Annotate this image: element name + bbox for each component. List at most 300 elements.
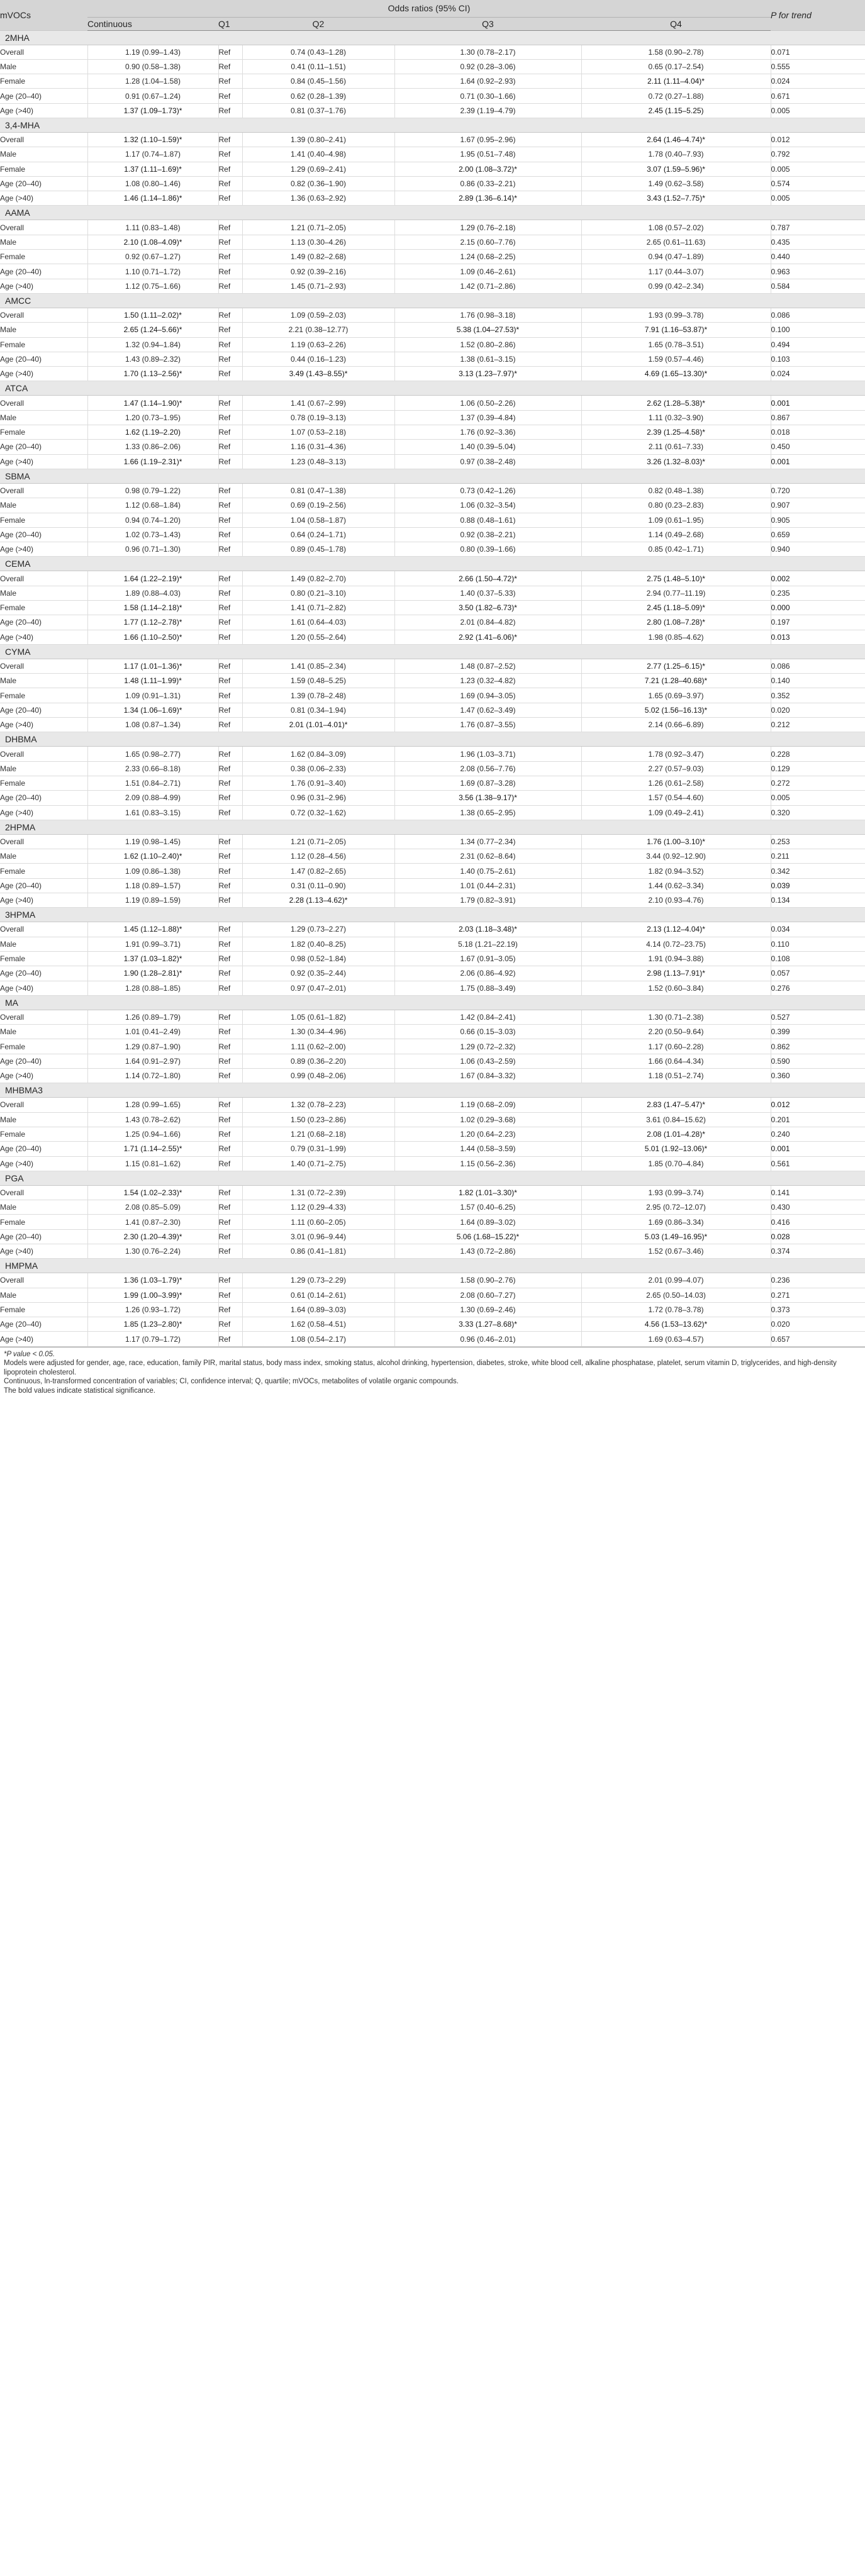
cell-q2: 1.62 (0.58–4.51) <box>242 1317 394 1332</box>
cell-subgroup: Overall <box>0 1098 87 1112</box>
cell-p-trend: 0.086 <box>771 308 865 322</box>
cell-subgroup: Age (>40) <box>0 103 87 118</box>
cell-q1: Ref <box>218 542 242 557</box>
cell-q1: Ref <box>218 1288 242 1302</box>
cell-q4: 2.77 (1.25–6.15)* <box>581 659 771 673</box>
cell-p-trend: 0.320 <box>771 805 865 820</box>
table-row <box>0 527 865 542</box>
cell-subgroup: Male <box>0 586 87 600</box>
table-row <box>0 454 865 469</box>
cell-subgroup: Age (>40) <box>0 1156 87 1171</box>
cell-q1: Ref <box>218 659 242 673</box>
table-row <box>0 103 865 118</box>
cell-q3: 1.95 (0.51–7.48) <box>394 147 581 162</box>
cell-subgroup: Male <box>0 1200 87 1215</box>
cell-p-trend: 0.005 <box>771 162 865 176</box>
cell-continuous: 0.90 (0.58–1.38) <box>87 59 218 74</box>
cell-q3: 2.15 (0.60–7.76) <box>394 235 581 249</box>
cell-q3: 1.69 (0.94–3.05) <box>394 688 581 703</box>
group-row <box>0 557 865 571</box>
header-q3: Q3 <box>394 17 581 30</box>
cell-subgroup: Female <box>0 162 87 176</box>
cell-q2: 1.49 (0.82–2.68) <box>242 250 394 264</box>
cell-q2: 0.72 (0.32–1.62) <box>242 805 394 820</box>
cell-subgroup: Overall <box>0 220 87 235</box>
cell-p-trend: 0.555 <box>771 59 865 74</box>
cell-continuous: 1.66 (1.19–2.31)* <box>87 454 218 469</box>
cell-subgroup: Age (>40) <box>0 718 87 732</box>
cell-continuous: 2.30 (1.20–4.39)* <box>87 1229 218 1244</box>
cell-q2: 1.41 (0.85–2.34) <box>242 659 394 673</box>
cell-q3: 3.33 (1.27–8.68)* <box>394 1317 581 1332</box>
table-row <box>0 1200 865 1215</box>
footnote-abbreviations: Continuous, ln-transformed concentration of variables; CI, confidence interval; Q, quartile; mVOCs, metabolites of volatile organic compounds. <box>4 1378 459 1386</box>
cell-continuous: 1.71 (1.14–2.55)* <box>87 1142 218 1156</box>
cell-continuous: 2.09 (0.88–4.99) <box>87 791 218 805</box>
cell-q2: 1.41 (0.71–2.82) <box>242 601 394 615</box>
cell-continuous: 0.98 (0.79–1.22) <box>87 483 218 498</box>
cell-continuous: 1.47 (1.14–1.90)* <box>87 396 218 410</box>
cell-q2: 2.21 (0.38–12.77) <box>242 323 394 337</box>
cell-p-trend: 0.240 <box>771 1127 865 1141</box>
cell-continuous: 0.94 (0.74–1.20) <box>87 513 218 527</box>
cell-subgroup: Overall <box>0 396 87 410</box>
cell-q2: 1.62 (0.84–3.09) <box>242 747 394 761</box>
cell-q3: 1.24 (0.68–2.25) <box>394 250 581 264</box>
cell-q4: 1.59 (0.57–4.46) <box>581 352 771 366</box>
header-q4: Q4 <box>581 17 771 30</box>
cell-p-trend: 0.940 <box>771 542 865 557</box>
cell-subgroup: Age (20–40) <box>0 615 87 630</box>
cell-p-trend: 0.590 <box>771 1054 865 1068</box>
cell-p-trend: 0.862 <box>771 1039 865 1054</box>
cell-subgroup: Female <box>0 1039 87 1054</box>
cell-q1: Ref <box>218 718 242 732</box>
table-row <box>0 761 865 776</box>
cell-q4: 1.69 (0.63–4.57) <box>581 1332 771 1346</box>
cell-q4: 0.94 (0.47–1.89) <box>581 250 771 264</box>
cell-p-trend: 0.197 <box>771 615 865 630</box>
cell-q1: Ref <box>218 1127 242 1141</box>
cell-q3: 1.75 (0.88–3.49) <box>394 981 581 995</box>
cell-q4: 3.43 (1.52–7.75)* <box>581 191 771 206</box>
cell-p-trend: 0.024 <box>771 74 865 89</box>
cell-q4: 2.39 (1.25–4.58)* <box>581 425 771 440</box>
cell-p-trend: 0.787 <box>771 220 865 235</box>
table-row <box>0 922 865 937</box>
cell-p-trend: 0.000 <box>771 601 865 615</box>
cell-q1: Ref <box>218 1039 242 1054</box>
cell-p-trend: 0.276 <box>771 981 865 995</box>
table-row <box>0 1025 865 1039</box>
cell-q2: 1.40 (0.71–2.75) <box>242 1156 394 1171</box>
cell-p-trend: 0.005 <box>771 191 865 206</box>
cell-q4: 2.62 (1.28–5.38)* <box>581 396 771 410</box>
cell-q1: Ref <box>218 425 242 440</box>
cell-q1: Ref <box>218 1112 242 1127</box>
cell-q2: 3.01 (0.96–9.44) <box>242 1229 394 1244</box>
cell-p-trend: 0.001 <box>771 1142 865 1156</box>
cell-continuous: 1.17 (1.01–1.36)* <box>87 659 218 673</box>
cell-q2: 0.89 (0.45–1.78) <box>242 542 394 557</box>
cell-q1: Ref <box>218 323 242 337</box>
table-row <box>0 601 865 615</box>
cell-q3: 0.92 (0.38–2.21) <box>394 527 581 542</box>
cell-q3: 1.96 (1.03–3.71) <box>394 747 581 761</box>
cell-q3: 1.01 (0.44–2.31) <box>394 878 581 893</box>
cell-q3: 1.47 (0.62–3.49) <box>394 703 581 717</box>
cell-continuous: 1.29 (0.87–1.90) <box>87 1039 218 1054</box>
cell-q2: 1.61 (0.64–4.03) <box>242 615 394 630</box>
cell-q2: 0.69 (0.19–2.56) <box>242 498 394 513</box>
cell-q1: Ref <box>218 308 242 322</box>
cell-continuous: 1.28 (1.04–1.58) <box>87 74 218 89</box>
cell-subgroup: Age (>40) <box>0 454 87 469</box>
table-row <box>0 981 865 995</box>
cell-continuous: 1.62 (1.19–2.20) <box>87 425 218 440</box>
cell-p-trend: 0.527 <box>771 1010 865 1024</box>
cell-q3: 1.06 (0.32–3.54) <box>394 498 581 513</box>
cell-p-trend: 0.005 <box>771 791 865 805</box>
cell-continuous: 1.19 (0.89–1.59) <box>87 893 218 908</box>
table-row <box>0 937 865 951</box>
cell-q3: 1.20 (0.64–2.23) <box>394 1127 581 1141</box>
footnote-significance: *P value < 0.05. <box>4 1350 55 1358</box>
cell-subgroup: Age (>40) <box>0 1069 87 1083</box>
table-row <box>0 132 865 147</box>
cell-q2: 0.78 (0.19–3.13) <box>242 410 394 425</box>
table-row <box>0 571 865 586</box>
table-row <box>0 440 865 454</box>
cell-q2: 1.21 (0.68–2.18) <box>242 1127 394 1141</box>
cell-q2: 1.50 (0.23–2.86) <box>242 1112 394 1127</box>
table-row <box>0 659 865 673</box>
cell-q4: 1.82 (0.94–3.52) <box>581 864 771 878</box>
group-row <box>0 732 865 747</box>
cell-q4: 1.11 (0.32–3.90) <box>581 410 771 425</box>
table-row <box>0 1244 865 1258</box>
cell-subgroup: Male <box>0 849 87 864</box>
table-row <box>0 1332 865 1346</box>
cell-q4: 7.21 (1.28–40.68)* <box>581 674 771 688</box>
cell-q4: 2.45 (1.15–5.25) <box>581 103 771 118</box>
cell-p-trend: 0.352 <box>771 688 865 703</box>
table-row <box>0 1156 865 1171</box>
table-row <box>0 703 865 717</box>
cell-q1: Ref <box>218 791 242 805</box>
cell-q3: 1.69 (0.87–3.28) <box>394 776 581 790</box>
cell-q3: 0.96 (0.46–2.01) <box>394 1332 581 1346</box>
cell-q1: Ref <box>218 89 242 103</box>
table-row <box>0 1054 865 1068</box>
cell-q4: 2.20 (0.50–9.64) <box>581 1025 771 1039</box>
cell-q1: Ref <box>218 761 242 776</box>
cell-q2: 1.13 (0.30–4.26) <box>242 235 394 249</box>
cell-q2: 1.21 (0.71–2.05) <box>242 834 394 849</box>
cell-q4: 3.44 (0.92–12.90) <box>581 849 771 864</box>
cell-p-trend: 0.236 <box>771 1273 865 1288</box>
cell-p-trend: 0.001 <box>771 396 865 410</box>
cell-continuous: 1.17 (0.74–1.87) <box>87 147 218 162</box>
cell-subgroup: Overall <box>0 747 87 761</box>
cell-q3: 0.71 (0.30–1.66) <box>394 89 581 103</box>
cell-p-trend: 0.671 <box>771 89 865 103</box>
cell-subgroup: Male <box>0 1025 87 1039</box>
cell-continuous: 1.09 (0.86–1.38) <box>87 864 218 878</box>
table-row <box>0 586 865 600</box>
cell-q3: 1.76 (0.98–3.18) <box>394 308 581 322</box>
cell-continuous: 1.50 (1.11–2.02)* <box>87 308 218 322</box>
cell-q1: Ref <box>218 922 242 937</box>
table-row <box>0 630 865 644</box>
cell-q1: Ref <box>218 601 242 615</box>
table-row <box>0 425 865 440</box>
table-row <box>0 893 865 908</box>
cell-q4: 1.49 (0.62–3.58) <box>581 176 771 191</box>
group-label: CYMA <box>0 644 865 659</box>
cell-subgroup: Female <box>0 864 87 878</box>
cell-q1: Ref <box>218 162 242 176</box>
cell-q4: 1.93 (0.99–3.74) <box>581 1185 771 1200</box>
cell-q3: 5.06 (1.68–15.22)* <box>394 1229 581 1244</box>
cell-q2: 1.05 (0.61–1.82) <box>242 1010 394 1024</box>
cell-q3: 1.67 (0.95–2.96) <box>394 132 581 147</box>
cell-q2: 0.92 (0.35–2.44) <box>242 966 394 981</box>
footnote-adjustment: Models were adjusted for gender, age, race, education, family PIR, marital status, body mass index, smoking status, alcohol drinking, hypertension, diabetes, stroke, white blood cell, alkaline phosphatase, platelet, serum vitamin D, triglycerides, and high-density lipoprotein cholesterol. <box>4 1359 837 1376</box>
table-row <box>0 1302 865 1317</box>
cell-continuous: 1.11 (0.83–1.48) <box>87 220 218 235</box>
cell-q3: 1.76 (0.87–3.55) <box>394 718 581 732</box>
cell-subgroup: Female <box>0 776 87 790</box>
cell-q4: 1.26 (0.61–2.58) <box>581 776 771 790</box>
table-row <box>0 220 865 235</box>
table-row <box>0 864 865 878</box>
cell-p-trend: 0.416 <box>771 1215 865 1229</box>
table-row <box>0 1185 865 1200</box>
cell-q3: 1.82 (1.01–3.30)* <box>394 1185 581 1200</box>
cell-p-trend: 0.140 <box>771 674 865 688</box>
cell-q1: Ref <box>218 513 242 527</box>
cell-continuous: 1.37 (1.11–1.69)* <box>87 162 218 176</box>
cell-q4: 2.94 (0.77–11.19) <box>581 586 771 600</box>
cell-q4: 2.08 (1.01–4.28)* <box>581 1127 771 1141</box>
group-label: HMPMA <box>0 1259 865 1273</box>
cell-q2: 0.99 (0.48–2.06) <box>242 1069 394 1083</box>
cell-p-trend: 0.071 <box>771 45 865 59</box>
cell-subgroup: Age (20–40) <box>0 1317 87 1332</box>
cell-p-trend: 0.435 <box>771 235 865 249</box>
cell-q1: Ref <box>218 1200 242 1215</box>
cell-p-trend: 0.271 <box>771 1288 865 1302</box>
table-row <box>0 615 865 630</box>
cell-p-trend: 0.561 <box>771 1156 865 1171</box>
cell-subgroup: Male <box>0 1112 87 1127</box>
table-row <box>0 498 865 513</box>
cell-q4: 1.09 (0.61–1.95) <box>581 513 771 527</box>
cell-subgroup: Age (20–40) <box>0 1229 87 1244</box>
cell-q3: 0.88 (0.48–1.61) <box>394 513 581 527</box>
cell-subgroup: Female <box>0 1127 87 1141</box>
cell-q1: Ref <box>218 893 242 908</box>
cell-q4: 2.75 (1.48–5.10)* <box>581 571 771 586</box>
group-row <box>0 908 865 922</box>
cell-subgroup: Female <box>0 688 87 703</box>
cell-q4: 1.76 (1.00–3.10)* <box>581 834 771 849</box>
cell-q2: 1.36 (0.63–2.92) <box>242 191 394 206</box>
cell-q1: Ref <box>218 1098 242 1112</box>
group-row <box>0 820 865 834</box>
cell-q3: 1.19 (0.68–2.09) <box>394 1098 581 1112</box>
cell-q3: 2.31 (0.62–8.64) <box>394 849 581 864</box>
cell-q4: 1.09 (0.49–2.41) <box>581 805 771 820</box>
cell-q1: Ref <box>218 1156 242 1171</box>
cell-p-trend: 0.792 <box>771 147 865 162</box>
cell-p-trend: 0.110 <box>771 937 865 951</box>
table-row <box>0 1112 865 1127</box>
cell-continuous: 1.33 (0.86–2.06) <box>87 440 218 454</box>
cell-q1: Ref <box>218 527 242 542</box>
cell-continuous: 1.09 (0.91–1.31) <box>87 688 218 703</box>
table-row <box>0 323 865 337</box>
cell-q1: Ref <box>218 367 242 381</box>
cell-q1: Ref <box>218 688 242 703</box>
cell-q4: 4.14 (0.72–23.75) <box>581 937 771 951</box>
cell-q4: 0.72 (0.27–1.88) <box>581 89 771 103</box>
cell-q1: Ref <box>218 981 242 995</box>
table-row <box>0 542 865 557</box>
cell-q3: 1.38 (0.61–3.15) <box>394 352 581 366</box>
table-row <box>0 849 865 864</box>
cell-q1: Ref <box>218 220 242 235</box>
group-row <box>0 469 865 483</box>
cell-q1: Ref <box>218 674 242 688</box>
cell-q1: Ref <box>218 1142 242 1156</box>
cell-q2: 0.92 (0.39–2.16) <box>242 264 394 279</box>
group-row <box>0 293 865 308</box>
cell-subgroup: Overall <box>0 834 87 849</box>
cell-q3: 1.79 (0.82–3.91) <box>394 893 581 908</box>
cell-q3: 2.39 (1.19–4.79) <box>394 103 581 118</box>
cell-q3: 1.29 (0.72–2.32) <box>394 1039 581 1054</box>
group-label: CEMA <box>0 557 865 571</box>
cell-subgroup: Age (>40) <box>0 367 87 381</box>
cell-q3: 1.06 (0.50–2.26) <box>394 396 581 410</box>
group-row <box>0 30 865 45</box>
cell-q3: 1.67 (0.91–3.05) <box>394 951 581 966</box>
cell-subgroup: Age (20–40) <box>0 89 87 103</box>
cell-subgroup: Male <box>0 761 87 776</box>
cell-q4: 2.65 (0.61–11.63) <box>581 235 771 249</box>
group-label: 2MHA <box>0 30 865 45</box>
cell-p-trend: 0.440 <box>771 250 865 264</box>
table-row <box>0 308 865 322</box>
cell-q2: 1.09 (0.59–2.03) <box>242 308 394 322</box>
cell-q3: 1.57 (0.40–6.25) <box>394 1200 581 1215</box>
table-row <box>0 878 865 893</box>
cell-q2: 1.47 (0.82–2.65) <box>242 864 394 878</box>
cell-subgroup: Overall <box>0 1185 87 1200</box>
cell-p-trend: 0.360 <box>771 1069 865 1083</box>
cell-q2: 0.86 (0.41–1.81) <box>242 1244 394 1258</box>
cell-continuous: 2.33 (0.66–8.18) <box>87 761 218 776</box>
group-label: MA <box>0 995 865 1010</box>
cell-q2: 1.49 (0.82–2.70) <box>242 571 394 586</box>
cell-q1: Ref <box>218 703 242 717</box>
cell-q1: Ref <box>218 279 242 293</box>
cell-continuous: 1.37 (1.03–1.82)* <box>87 951 218 966</box>
group-label: MHBMA3 <box>0 1083 865 1098</box>
cell-q1: Ref <box>218 410 242 425</box>
group-label: AMCC <box>0 293 865 308</box>
table-row <box>0 805 865 820</box>
cell-q4: 2.11 (0.61–7.33) <box>581 440 771 454</box>
cell-q1: Ref <box>218 747 242 761</box>
table-row <box>0 1288 865 1302</box>
cell-q3: 5.18 (1.21–22.19) <box>394 937 581 951</box>
cell-q2: 1.20 (0.55–2.64) <box>242 630 394 644</box>
cell-p-trend: 0.720 <box>771 483 865 498</box>
cell-q2: 1.29 (0.73–2.29) <box>242 1273 394 1288</box>
cell-p-trend: 0.103 <box>771 352 865 366</box>
cell-q3: 1.76 (0.92–3.36) <box>394 425 581 440</box>
cell-q3: 5.38 (1.04–27.53)* <box>394 323 581 337</box>
group-row <box>0 381 865 396</box>
cell-q2: 0.74 (0.43–1.28) <box>242 45 394 59</box>
cell-q4: 2.95 (0.72–12.07) <box>581 1200 771 1215</box>
cell-subgroup: Male <box>0 147 87 162</box>
cell-continuous: 1.90 (1.28–2.81)* <box>87 966 218 981</box>
cell-q4: 1.91 (0.94–3.88) <box>581 951 771 966</box>
cell-subgroup: Male <box>0 323 87 337</box>
cell-q4: 0.82 (0.48–1.38) <box>581 483 771 498</box>
cell-q3: 1.52 (0.80–2.86) <box>394 337 581 352</box>
cell-q3: 0.80 (0.39–1.66) <box>394 542 581 557</box>
cell-q2: 0.97 (0.47–2.01) <box>242 981 394 995</box>
cell-continuous: 1.37 (1.09–1.73)* <box>87 103 218 118</box>
cell-q1: Ref <box>218 235 242 249</box>
cell-q4: 1.72 (0.78–3.78) <box>581 1302 771 1317</box>
cell-q1: Ref <box>218 1215 242 1229</box>
cell-subgroup: Age (20–40) <box>0 352 87 366</box>
cell-q1: Ref <box>218 1332 242 1346</box>
cell-q2: 0.81 (0.37–1.76) <box>242 103 394 118</box>
cell-q4: 1.98 (0.85–4.62) <box>581 630 771 644</box>
cell-p-trend: 0.657 <box>771 1332 865 1346</box>
table-row <box>0 513 865 527</box>
cell-q2: 1.04 (0.58–1.87) <box>242 513 394 527</box>
cell-continuous: 1.48 (1.11–1.99)* <box>87 674 218 688</box>
cell-q2: 1.29 (0.69–2.41) <box>242 162 394 176</box>
cell-q1: Ref <box>218 1273 242 1288</box>
cell-continuous: 1.65 (0.98–2.77) <box>87 747 218 761</box>
cell-continuous: 2.08 (0.85–5.09) <box>87 1200 218 1215</box>
table-row <box>0 396 865 410</box>
cell-continuous: 1.46 (1.14–1.86)* <box>87 191 218 206</box>
cell-q1: Ref <box>218 454 242 469</box>
cell-continuous: 1.19 (0.99–1.43) <box>87 45 218 59</box>
table-row <box>0 1229 865 1244</box>
cell-q4: 1.78 (0.40–7.93) <box>581 147 771 162</box>
table-row <box>0 834 865 849</box>
cell-q4: 1.18 (0.51–2.74) <box>581 1069 771 1083</box>
cell-continuous: 0.96 (0.71–1.30) <box>87 542 218 557</box>
cell-continuous: 1.43 (0.89–2.32) <box>87 352 218 366</box>
cell-q4: 2.83 (1.47–5.47)* <box>581 1098 771 1112</box>
table-header <box>0 0 865 30</box>
cell-q1: Ref <box>218 864 242 878</box>
cell-p-trend: 0.584 <box>771 279 865 293</box>
cell-q2: 0.81 (0.34–1.94) <box>242 703 394 717</box>
